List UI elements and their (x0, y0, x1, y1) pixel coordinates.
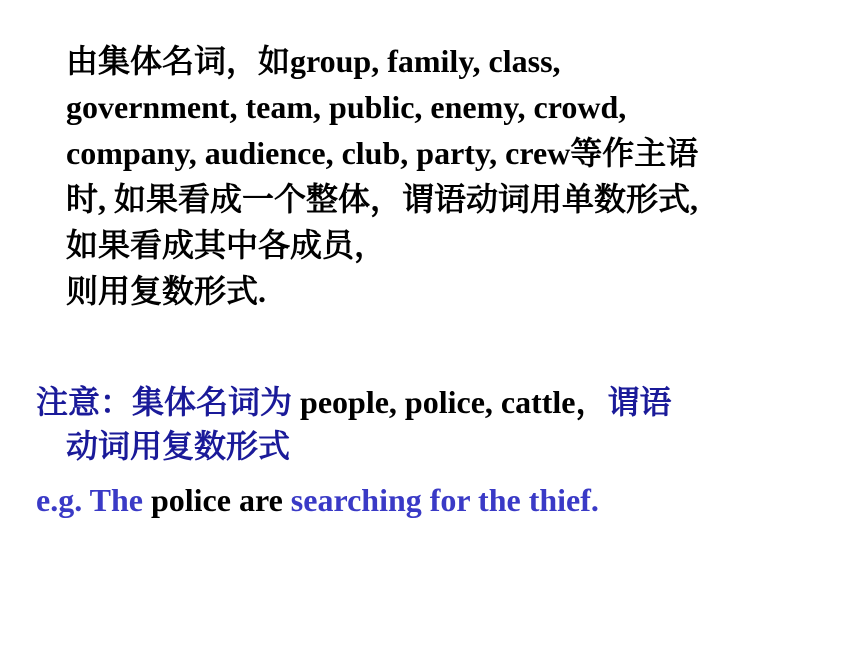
rule-paragraph (66, 38, 846, 314)
paragraph-line-4: 时, 如果看成一个整体，谓语动词用单数形式, (66, 181, 699, 217)
example-sentence (36, 478, 599, 522)
paragraph-line-6: 则用复数形式. (66, 273, 267, 309)
note-rule-part1: 谓语 (607, 384, 672, 420)
paragraph-line-2: government, team, public, enemy, crowd, (66, 89, 627, 125)
note-label: 注意：集体名词为 (36, 384, 293, 420)
note-line-1 (36, 380, 836, 424)
example-prefix: e.g. The (36, 482, 143, 518)
example-subject: police are (142, 482, 291, 518)
note-nouns: people, police, cattle， (292, 384, 608, 420)
paragraph-line-5: 如果看成其中各成员， (66, 227, 387, 263)
note-rule-part2: 动词用复数形式 (66, 428, 291, 464)
paragraph-line-3: company, audience, club, party, crew等作主语 (66, 135, 699, 171)
note-block (36, 380, 836, 468)
note-line-2 (36, 424, 836, 468)
paragraph-line-1: 由集体名词，如group, family, class, (66, 43, 561, 79)
example-rest: searching for the thief. (290, 482, 599, 518)
